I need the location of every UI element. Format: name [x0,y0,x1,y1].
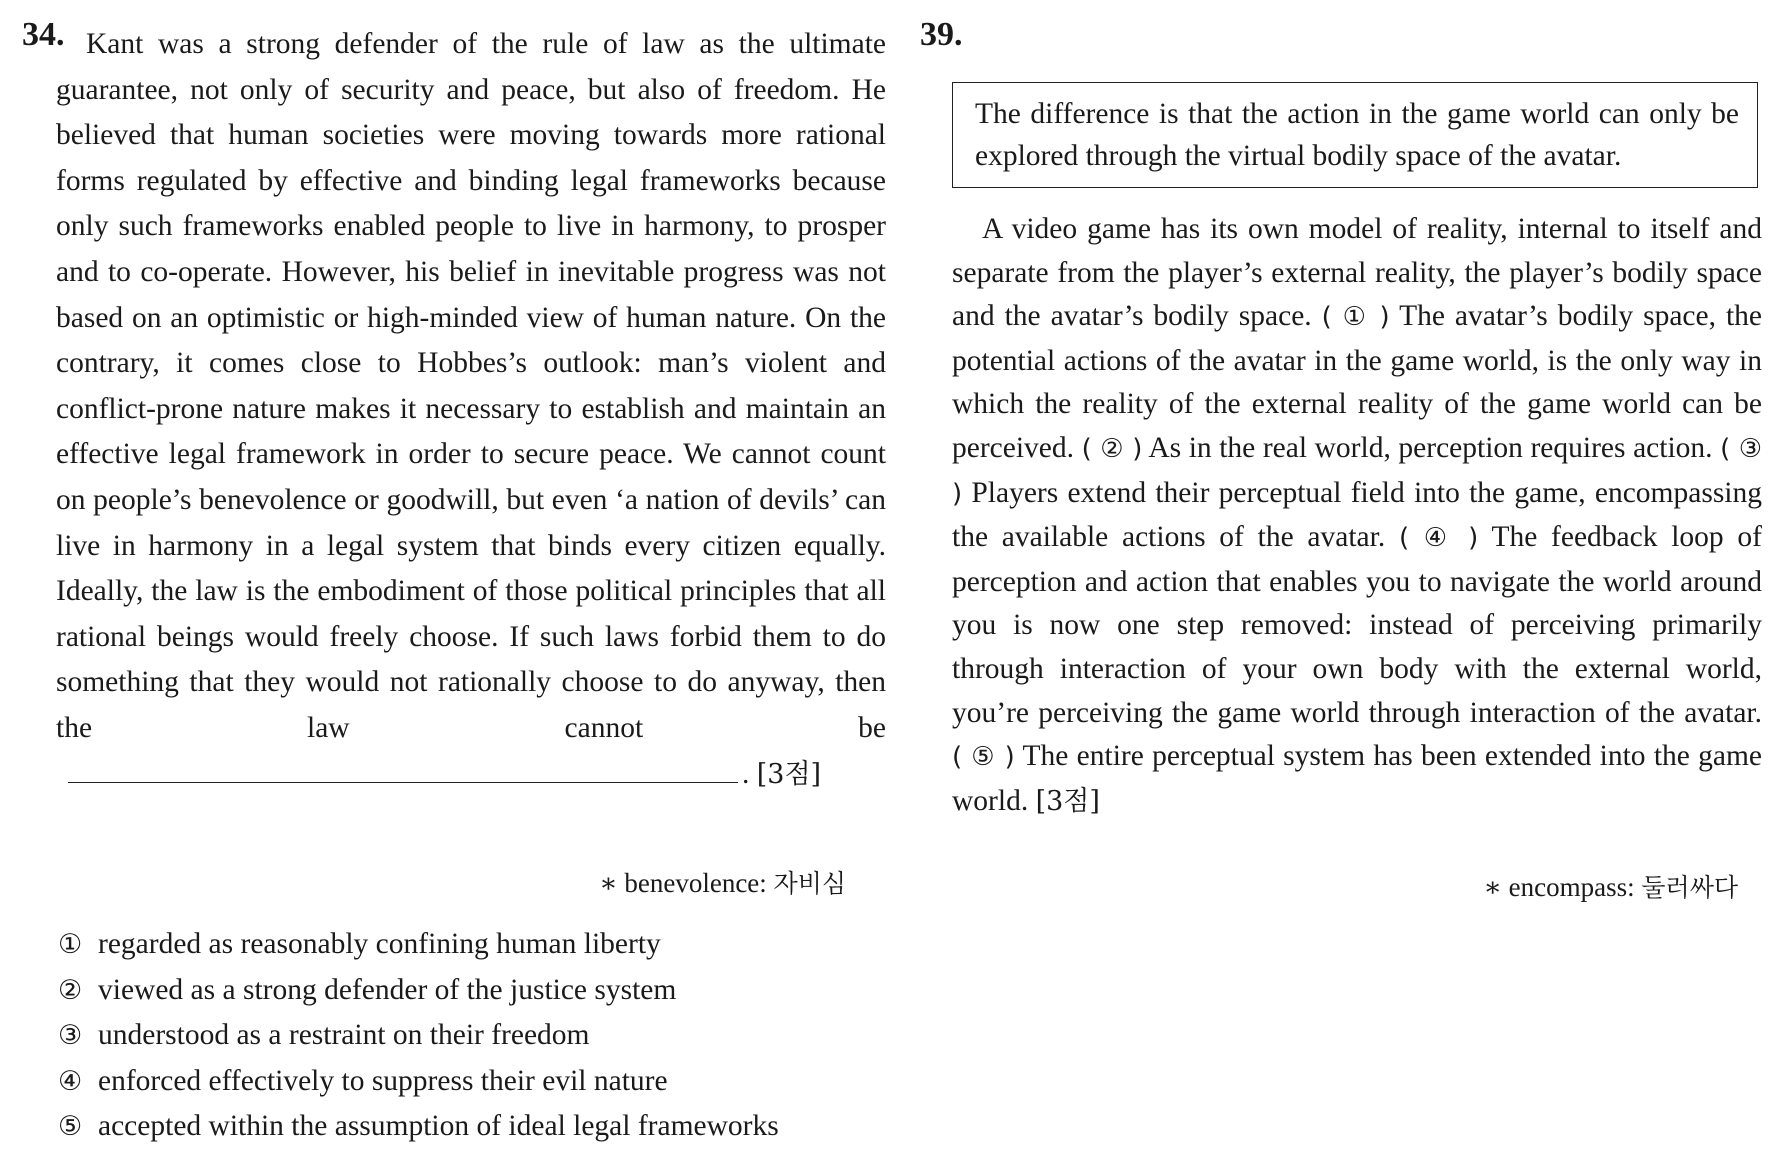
passage-segment: Players extend their perceptual field into the game, encompassing the available actions of the avatar. [952,476,1762,554]
choice-number: ① [58,929,83,960]
choice-4[interactable] [58,1059,779,1105]
footnote-mark: ∗ [1483,872,1502,902]
footnote-term: encompass: [1508,872,1635,902]
points-label: [3점] [1035,785,1100,817]
choice-5[interactable] [58,1104,779,1150]
passage-text: Kant was a strong defender of the rule of law as the ultimate guarantee, not only of security and peace, but also of freedom. He believed that human societies were moving towards more rational forms regulated by effective and binding legal frameworks because only such frameworks enabled people to live in harmony, to prosper and to co-operate. However, his belief in inevitable progress was not based on an optimistic or high-minded view of human nature. On the contrary, it comes close to Hobbes’s outlook: man’s violent and conflict-prone nature makes it necessary to establish and maintain an effective legal framework in order to secure peace. We cannot count on people’s benevolence or goodwill, but even ‘a nation of devils’ can live in harmony in a legal system that binds every citizen equally. Ideally, the law is the embodiment of those political principles that all rational beings would freely choose. If such laws forbid them to do something that they would not rationally choose to do anyway, then the law cannot be [56,28,886,744]
passage-segment: As in the real world, perception requires action. [1148,431,1713,464]
insertion-marker-3[interactable]: ( ③ ) [952,433,1763,509]
footnote [599,864,846,900]
insertion-marker-2[interactable]: ( ② ) [1081,433,1143,464]
choice-number: ③ [58,1020,83,1052]
answer-choices [58,922,779,1150]
footnote-term: benevolence: [624,868,767,898]
question-number: 34. [22,16,65,53]
footnote [1484,868,1738,904]
passage-segment: The entire perceptual system has been extended into the game world. [952,740,1763,817]
choice-number: ② [58,974,83,1006]
footnote-mark: ∗ [599,868,618,898]
insertion-marker-4[interactable]: ( ④ ) [1398,523,1479,554]
choice-text: regarded as reasonably confining human liberty [98,928,661,960]
question-39-passage [952,208,1762,823]
question-number: 39. [920,16,963,53]
choice-number: ⑤ [58,1111,83,1143]
choice-text: understood as a restraint on their freedom [98,1019,590,1052]
footnote-translation: 둘러싸다 [1641,873,1738,902]
footnote-translation: 자비심 [773,869,846,898]
choice-text: accepted within the assumption of ideal legal frameworks [98,1110,779,1143]
choice-3[interactable] [58,1013,779,1059]
points-label: [3점] [756,758,822,790]
insertion-marker-5[interactable]: ( ⑤ ) [952,742,1015,773]
given-sentence-box [952,82,1758,188]
passage-segment: The feedback loop of perception and action that enables you to navigate the world around you is now one step removed: instead of perceiving primarily through interaction of your own body with the external world, you’re perceiving the game world through interaction of the avatar. [952,521,1763,729]
given-sentence: The difference is that the action in the game world can only be explored through the virtual bodily space of the avatar. [975,98,1739,172]
choice-1[interactable] [58,922,779,968]
passage-segment: The avatar’s bodily space, the potential actions of the avatar in the game world, is the only way in which the reality of the external reality of the game world can be perceived. [952,300,1762,464]
choice-text: viewed as a strong defender of the justice system [98,973,677,1006]
choice-number: ④ [58,1065,83,1097]
insertion-marker-1[interactable]: ( ① ) [1321,302,1390,333]
passage-segment: A video game has its own model of reality, internal to itself and separate from the player’s external reality, the player’s bodily space and the avatar’s bodily space. [952,213,1762,333]
question-34-passage [56,22,886,797]
choice-2[interactable] [58,968,779,1014]
choice-text: enforced effectively to suppress their evil nature [98,1064,668,1097]
answer-blank [68,760,738,783]
blank-period: . [742,757,750,790]
